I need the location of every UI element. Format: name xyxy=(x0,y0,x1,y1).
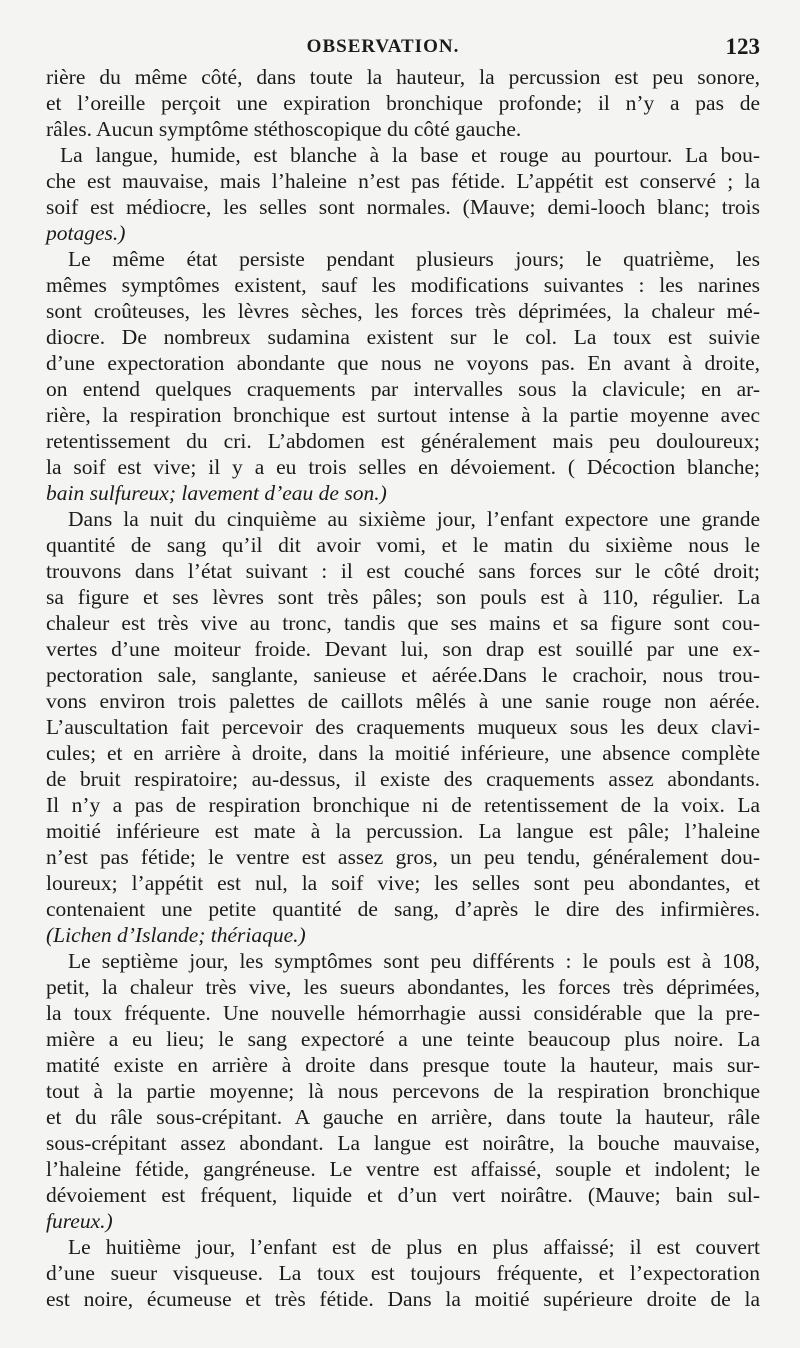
text-line: retentissement du cri. L’abdomen est généralement mais peu douloureux; xyxy=(46,429,760,453)
paragraph xyxy=(46,142,760,246)
text-line: trouvons dans l’état suivant : il est couché sans forces sur le côté droit; xyxy=(46,559,760,583)
text-line: et l’oreille perçoit une expiration bronchique profonde; il n’y a pas de xyxy=(46,91,760,115)
text-line: d’une sueur visqueuse. La toux est toujours fréquente, et l’expectoration xyxy=(46,1261,760,1285)
text-line: dévoiement est fréquent, liquide et d’un vert noirâtre. (Mauve; bain sul- xyxy=(46,1183,760,1207)
text-line: l’haleine fétide, gangréneuse. Le ventre est affaissé, souple et indolent; le xyxy=(46,1157,760,1181)
text-line: vons environ trois palettes de caillots mêlés à une sanie rouge non aérée. xyxy=(46,689,760,713)
text-line: L’auscultation fait percevoir des craquements muqueux sous les deux clavi- xyxy=(46,715,760,739)
text-line: est noire, écumeuse et très fétide. Dans la moitié supérieure droite de la xyxy=(46,1287,760,1311)
text-line: Le septième jour, les symptômes sont peu différents : le pouls est à 108, xyxy=(68,949,760,973)
text-line: mière a eu lieu; le sang expectoré a une teinte beaucoup plus noire. La xyxy=(46,1027,760,1051)
text-line: la toux fréquente. Une nouvelle hémorrhagie aussi considérable que la pre- xyxy=(46,1001,760,1025)
text-line: quantité de sang qu’il dit avoir vomi, et le matin du sixième nous le xyxy=(46,533,760,557)
text-line: matité existe en arrière à droite dans presque toute la hauteur, mais sur- xyxy=(46,1053,760,1077)
text-line: Le même état persiste pendant plusieurs jours; le quatrième, les xyxy=(68,247,760,271)
text-line: tout à la partie moyenne; là nous percevons de la respiration bronchique xyxy=(46,1079,760,1103)
text-line: sous-crépitant assez abondant. La langue est noirâtre, la bouche mauvaise, xyxy=(46,1131,760,1155)
text-line: diocre. De nombreux sudamina existent sur le col. La toux est suivie xyxy=(46,325,760,349)
text-line: Le huitième jour, l’enfant est de plus en plus affaissé; il est couvert xyxy=(68,1235,760,1259)
text-line: d’une expectoration abondante que nous ne voyons pas. En avant à droite, xyxy=(46,351,760,375)
text-line: soif est médiocre, les selles sont normales. (Mauve; demi-looch blanc; trois xyxy=(46,195,760,219)
text-line: che est mauvaise, mais l’haleine n’est pas fétide. L’appétit est conservé ; la xyxy=(46,169,760,193)
text-line: de bruit respiratoire; au-dessus, il existe des craquements assez abondants. xyxy=(46,767,760,791)
paragraph xyxy=(46,246,760,506)
text-line: potages.) xyxy=(46,221,126,245)
text-line: rière du même côté, dans toute la hauteur, la percussion est peu sonore, xyxy=(46,65,760,89)
text-line: sa figure et ses lèvres sont très pâles; son pouls est à 110, régulier. La xyxy=(46,585,760,609)
text-line: Dans la nuit du cinquième au sixième jour, l’enfant expectore une grande xyxy=(68,507,760,531)
text-line: fureux.) xyxy=(46,1209,113,1233)
paragraph xyxy=(46,506,760,948)
page-header xyxy=(46,30,760,64)
text-line: (Lichen d’Islande; thériaque.) xyxy=(46,923,306,947)
page-number: 123 xyxy=(725,34,760,59)
paragraph xyxy=(46,64,760,142)
text-line: mêmes symptômes existent, sauf les modifications suivantes : les narines xyxy=(46,273,760,297)
running-title: OBSERVATION. xyxy=(306,36,460,57)
text-line: petit, la chaleur très vive, les sueurs abondantes, les forces très déprimées, xyxy=(46,975,760,999)
paragraph xyxy=(46,1234,760,1312)
paragraph xyxy=(46,948,760,1234)
text-line: rière, la respiration bronchique est surtout intense à la partie moyenne avec xyxy=(46,403,760,427)
text-line: sont croûteuses, les lèvres sèches, les forces très déprimées, la chaleur mé- xyxy=(46,299,760,323)
text-line: cules; et en arrière à droite, dans la moitié inférieure, une absence complète xyxy=(46,741,760,765)
text-line: bain sulfureux; lavement d’eau de son.) xyxy=(46,481,387,505)
text-line: pectoration sale, sanglante, sanieuse et aérée.Dans le crachoir, nous trou- xyxy=(46,663,760,687)
text-line: contenaient une petite quantité de sang, d’après le dire des infirmières. xyxy=(46,897,760,921)
text-line: La langue, humide, est blanche à la base et rouge au pourtour. La bou- xyxy=(60,143,760,167)
text-line: râles. Aucun symptôme stéthoscopique du côté gauche. xyxy=(46,117,522,141)
text-line: moitié inférieure est mate à la percussion. La langue est pâle; l’haleine xyxy=(46,819,760,843)
text-line: Il n’y a pas de respiration bronchique ni de retentissement de la voix. La xyxy=(46,793,760,817)
text-line: on entend quelques craquements par intervalles sous la clavicule; en ar- xyxy=(46,377,760,401)
body-text xyxy=(46,64,760,1312)
text-line: et du râle sous-crépitant. A gauche en arrière, dans toute la hauteur, râle xyxy=(46,1105,760,1129)
text-line: loureux; l’appétit est nul, la soif vive; les selles sont peu abondantes, et xyxy=(46,871,760,895)
text-line: n’est pas fétide; le ventre est assez gros, un peu tendu, généralement dou- xyxy=(46,845,760,869)
text-line: chaleur est très vive au tronc, tandis que ses mains et sa figure sont cou- xyxy=(46,611,760,635)
text-line: vertes d’une moiteur froide. Devant lui, son drap est souillé par une ex- xyxy=(46,637,760,661)
text-line: la soif est vive; il y a eu trois selles en dévoiement. ( Décoction blanche; xyxy=(46,455,760,479)
